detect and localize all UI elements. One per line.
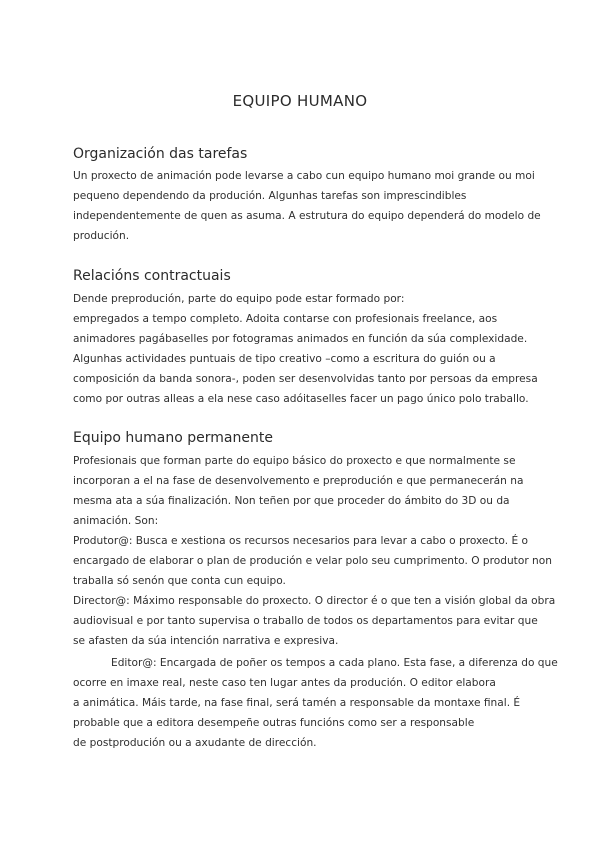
paragraph-line: incorporan a el na fase de desenvolvemento e preprodución e que permanecerán na bbox=[73, 475, 524, 487]
paragraph-line: composición da banda sonora-, poden ser desenvolvidas tanto por persoas da empresa bbox=[73, 373, 538, 385]
section-heading-organizacion: Organización das tarefas bbox=[73, 146, 248, 162]
paragraph-line-produtor: Produtor@: Busca e xestiona os recursos necesarios para levar a cabo o proxecto. É o bbox=[73, 535, 528, 547]
section-heading-equipo-permanente: Equipo humano permanente bbox=[73, 430, 273, 446]
paragraph-line: produción. bbox=[73, 230, 130, 242]
paragraph-line: ocorre en imaxe real, neste caso ten lugar antes da produción. O editor elabora bbox=[73, 677, 496, 689]
paragraph-line-editor: Editor@: Encargada de poñer os tempos a cada plano. Esta fase, a diferenza do que bbox=[111, 657, 558, 669]
paragraph-line: Algunhas actividades puntuais de tipo creativo –como a escritura do guión ou a bbox=[73, 353, 496, 365]
paragraph-line: como por outras alleas a ela nese caso adóitaselles facer un pago único polo traballo. bbox=[73, 393, 529, 405]
paragraph-line-director: Director@: Máximo responsable do proxecto. O director é o que ten a visión global da obra bbox=[73, 595, 556, 607]
paragraph-line: empregados a tempo completo. Adoita contarse con profesionais freelance, aos bbox=[73, 313, 498, 325]
paragraph-line: de postprodución ou a axudante de dirección. bbox=[73, 737, 317, 749]
paragraph-line: Dende preprodución, parte do equipo pode estar formado por: bbox=[73, 293, 405, 305]
paragraph-line: probable que a editora desempeñe outras funcións como ser a responsable bbox=[73, 717, 475, 729]
paragraph-line: a animática. Máis tarde, na fase final, será tamén a responsable da montaxe final. É bbox=[73, 697, 521, 709]
paragraph-line: audiovisual e por tanto supervisa o traballo de todos os departamentos para evitar que bbox=[73, 615, 538, 627]
paragraph-line: animadores pagábaselles por fotogramas animados en función da súa complexidade. bbox=[73, 333, 528, 345]
paragraph-line: se afasten da súa intención narrativa e expresiva. bbox=[73, 635, 339, 647]
paragraph-line: Un proxecto de animación pode levarse a cabo cun equipo humano moi grande ou moi bbox=[73, 170, 535, 182]
paragraph-line: Profesionais que forman parte do equipo básico do proxecto e que normalmente se bbox=[73, 455, 516, 467]
page-title: EQUIPO HUMANO bbox=[232, 92, 368, 110]
paragraph-line: animación. Son: bbox=[73, 515, 159, 527]
paragraph-line: pequeno dependendo da produción. Algunhas tarefas son imprescindibles bbox=[73, 190, 467, 202]
paragraph-line: independentemente de quen as asuma. A estrutura do equipo dependerá do modelo de bbox=[73, 210, 541, 222]
paragraph-line: mesma ata a súa finalización. Non teñen por que proceder do ámbito do 3D ou da bbox=[73, 495, 510, 507]
section-heading-relacions: Relacións contractuais bbox=[73, 268, 231, 284]
paragraph-line: traballa só senón que conta cun equipo. bbox=[73, 575, 286, 587]
paragraph-line: encargado de elaborar o plan de produción e velar polo seu cumprimento. O produtor non bbox=[73, 555, 552, 567]
